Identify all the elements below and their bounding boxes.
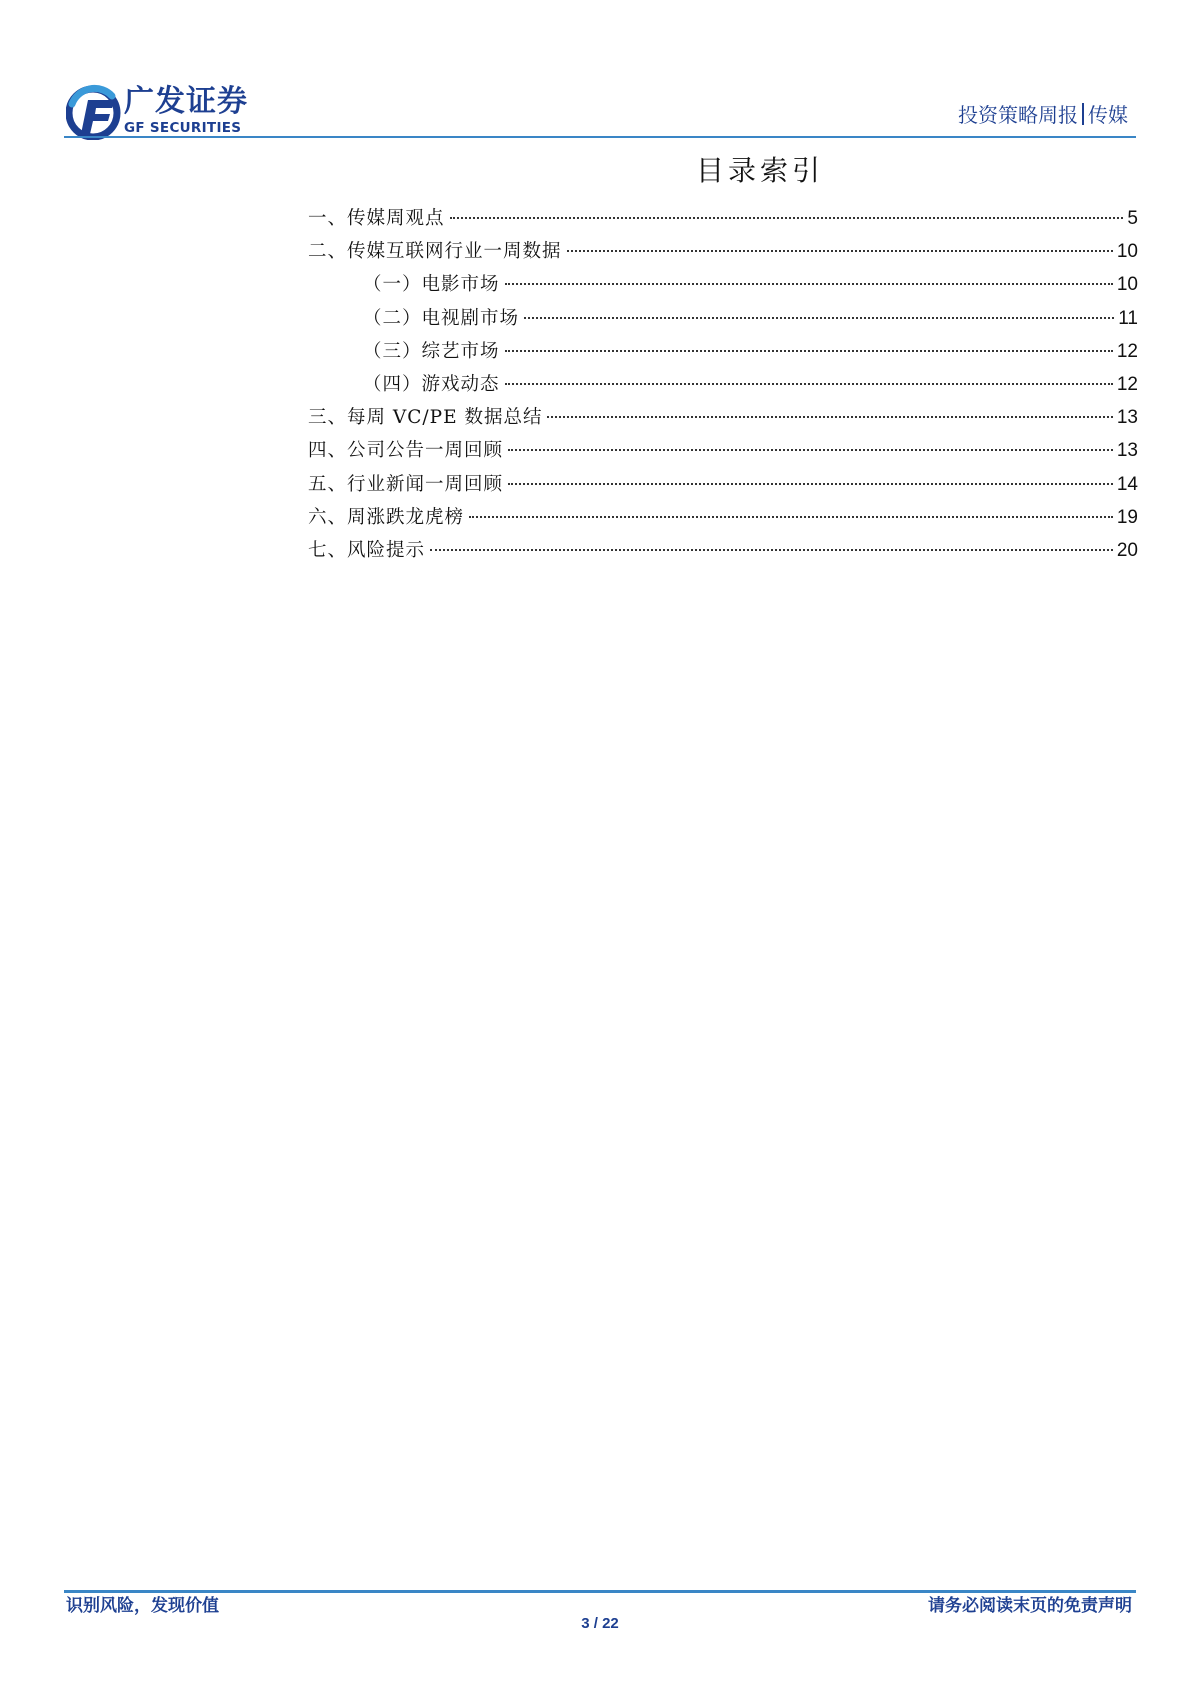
toc-entry-label: 四、公司公告一周回顾	[308, 440, 504, 462]
footer-divider	[64, 1590, 1136, 1593]
toc-entry[interactable]	[308, 473, 1138, 506]
toc-entry[interactable]	[308, 439, 1138, 472]
toc-entry-label: 六、周涨跌龙虎榜	[308, 506, 465, 528]
toc-subentry[interactable]	[308, 273, 1138, 306]
toc-entry-label: 一、传媒周观点	[308, 208, 445, 229]
toc-dot-leader	[508, 449, 1113, 451]
logo-text-en: GF SECURITIES	[124, 120, 242, 136]
toc-entry-page: 10	[1116, 274, 1138, 296]
toc-title: 目录索引	[695, 154, 824, 187]
toc-subentry[interactable]	[308, 307, 1138, 340]
toc-entry-page: 13	[1116, 440, 1138, 462]
page-number: 3 / 22	[581, 1615, 619, 1632]
toc-entry-page: 11	[1118, 307, 1138, 329]
toc-entry-page: 13	[1116, 407, 1138, 429]
toc-dot-leader	[524, 317, 1114, 319]
toc-entry-label: 五、行业新闻一周回顾	[308, 473, 504, 495]
toc-entry-label: （二）电视剧市场	[363, 307, 520, 329]
footer-slogan: 识别风险，发现价值	[66, 1596, 219, 1616]
toc-dot-leader	[450, 217, 1124, 219]
footer-disclaimer: 请务必阅读末页的免责声明	[928, 1596, 1132, 1616]
toc-entry[interactable]	[308, 240, 1138, 273]
toc-dot-leader	[505, 383, 1113, 385]
toc-entry-page: 12	[1116, 373, 1138, 395]
header-separator	[1082, 103, 1084, 125]
company-logo	[66, 84, 266, 140]
toc-dot-leader	[505, 350, 1113, 352]
toc-subentry[interactable]	[308, 340, 1138, 373]
toc-entry-page: 12	[1116, 340, 1138, 362]
report-sector: 传媒	[1088, 103, 1128, 127]
toc-entry-page: 19	[1116, 506, 1138, 528]
toc-entry[interactable]	[308, 406, 1138, 439]
toc-entry-label: （三）综艺市场	[363, 340, 500, 362]
toc-entry-page: 14	[1116, 473, 1138, 495]
toc-dot-leader	[547, 416, 1112, 418]
header-divider	[64, 136, 1136, 138]
toc-entry-label: 三、每周 VC/PE 数据总结	[308, 407, 543, 429]
toc-dot-leader	[508, 483, 1113, 485]
toc-dot-leader	[430, 549, 1113, 551]
toc-dot-leader	[567, 250, 1113, 252]
toc-entry-label: 二、传媒互联网行业一周数据	[308, 241, 562, 263]
toc-subentry[interactable]	[308, 373, 1138, 406]
logo-text-cn: 广发证券	[124, 84, 248, 119]
report-type: 投资策略周报	[958, 103, 1078, 127]
toc-entry[interactable]	[308, 539, 1138, 572]
toc-entry-label: 七、风险提示	[308, 539, 426, 561]
toc-entry-page: 20	[1116, 539, 1138, 561]
report-category	[958, 102, 1128, 128]
toc-dot-leader	[505, 283, 1113, 285]
toc-entry-label: （一）电影市场	[363, 274, 500, 296]
table-of-contents	[308, 207, 1138, 572]
toc-entry[interactable]	[308, 207, 1138, 240]
toc-entry[interactable]	[308, 506, 1138, 539]
toc-entry-label: （四）游戏动态	[363, 373, 500, 395]
toc-entry-page: 5	[1127, 208, 1138, 229]
gf-logo-icon	[66, 84, 122, 140]
toc-dot-leader	[469, 516, 1113, 518]
toc-entry-page: 10	[1116, 241, 1138, 263]
